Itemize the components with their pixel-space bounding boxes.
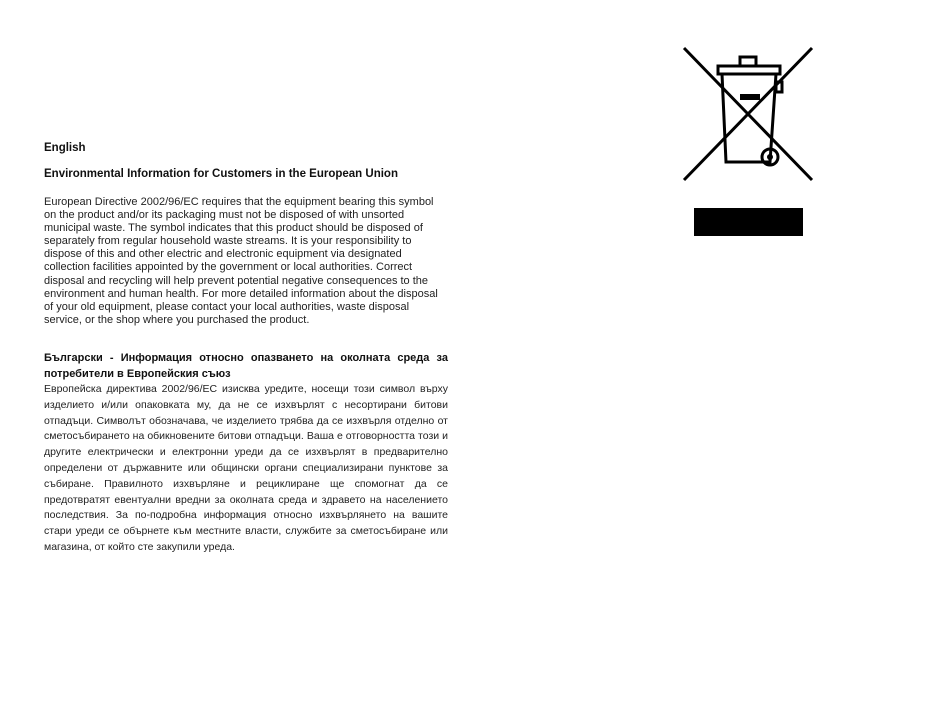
bulgarian-section-title: Български - Информация относно опазването на околната среда за потребители в Европейския съюз [44, 352, 448, 380]
english-section-title: Environmental Information for Customers in the European Union [44, 168, 398, 180]
crossed-out-wheelie-bin-icon [678, 44, 818, 184]
english-body-text: European Directive 2002/96/EC requires that the equipment bearing this symbol on the product and/or its packaging must not be disposed of with unsorted municipal waste. The symbol indicates that this product should be disposed of separately from regular household waste streams. It is your responsibility to dispose of this and other electric and electronic equipment via designated collection facilities appointed by the government or local authorities. Correct disposal and recycling will help prevent potential negative consequences to the environment and human health. For more detailed information about the disposal of your old equipment, please contact your local authorities, waste disposal service, or the shop where you purchased the product. [44, 196, 438, 326]
english-language-heading: English [44, 142, 86, 154]
black-label-bar [694, 208, 803, 236]
bulgarian-body-text: Европейска директива 2002/96/ЕС изисква уредите, носещи този символ върху изделието и/или опаковката му, да не се изхвърлят с несортирани битови отпадъци. Символът обозначава, че изделието трябва да се изхвърля отделно от сметосъбирането на обикновените битови отпадъци. Ваша е отговорността този и другите електрически и електронни уреди да се изхвърлят в предварително определени от държавните или общински органи специализирани пунктове за събиране. Правилното изхвърляне и рециклиране ще спомогнат да се предотвратят евентуални вредни за околната среда и здравето на населението последствия. За по-подробна информация относно изхвърлянето на вашите стари уреди се обърнете към местните власти, службите за сметосъбиране или магазина, от който сте закупили уреда. [44, 383, 448, 553]
